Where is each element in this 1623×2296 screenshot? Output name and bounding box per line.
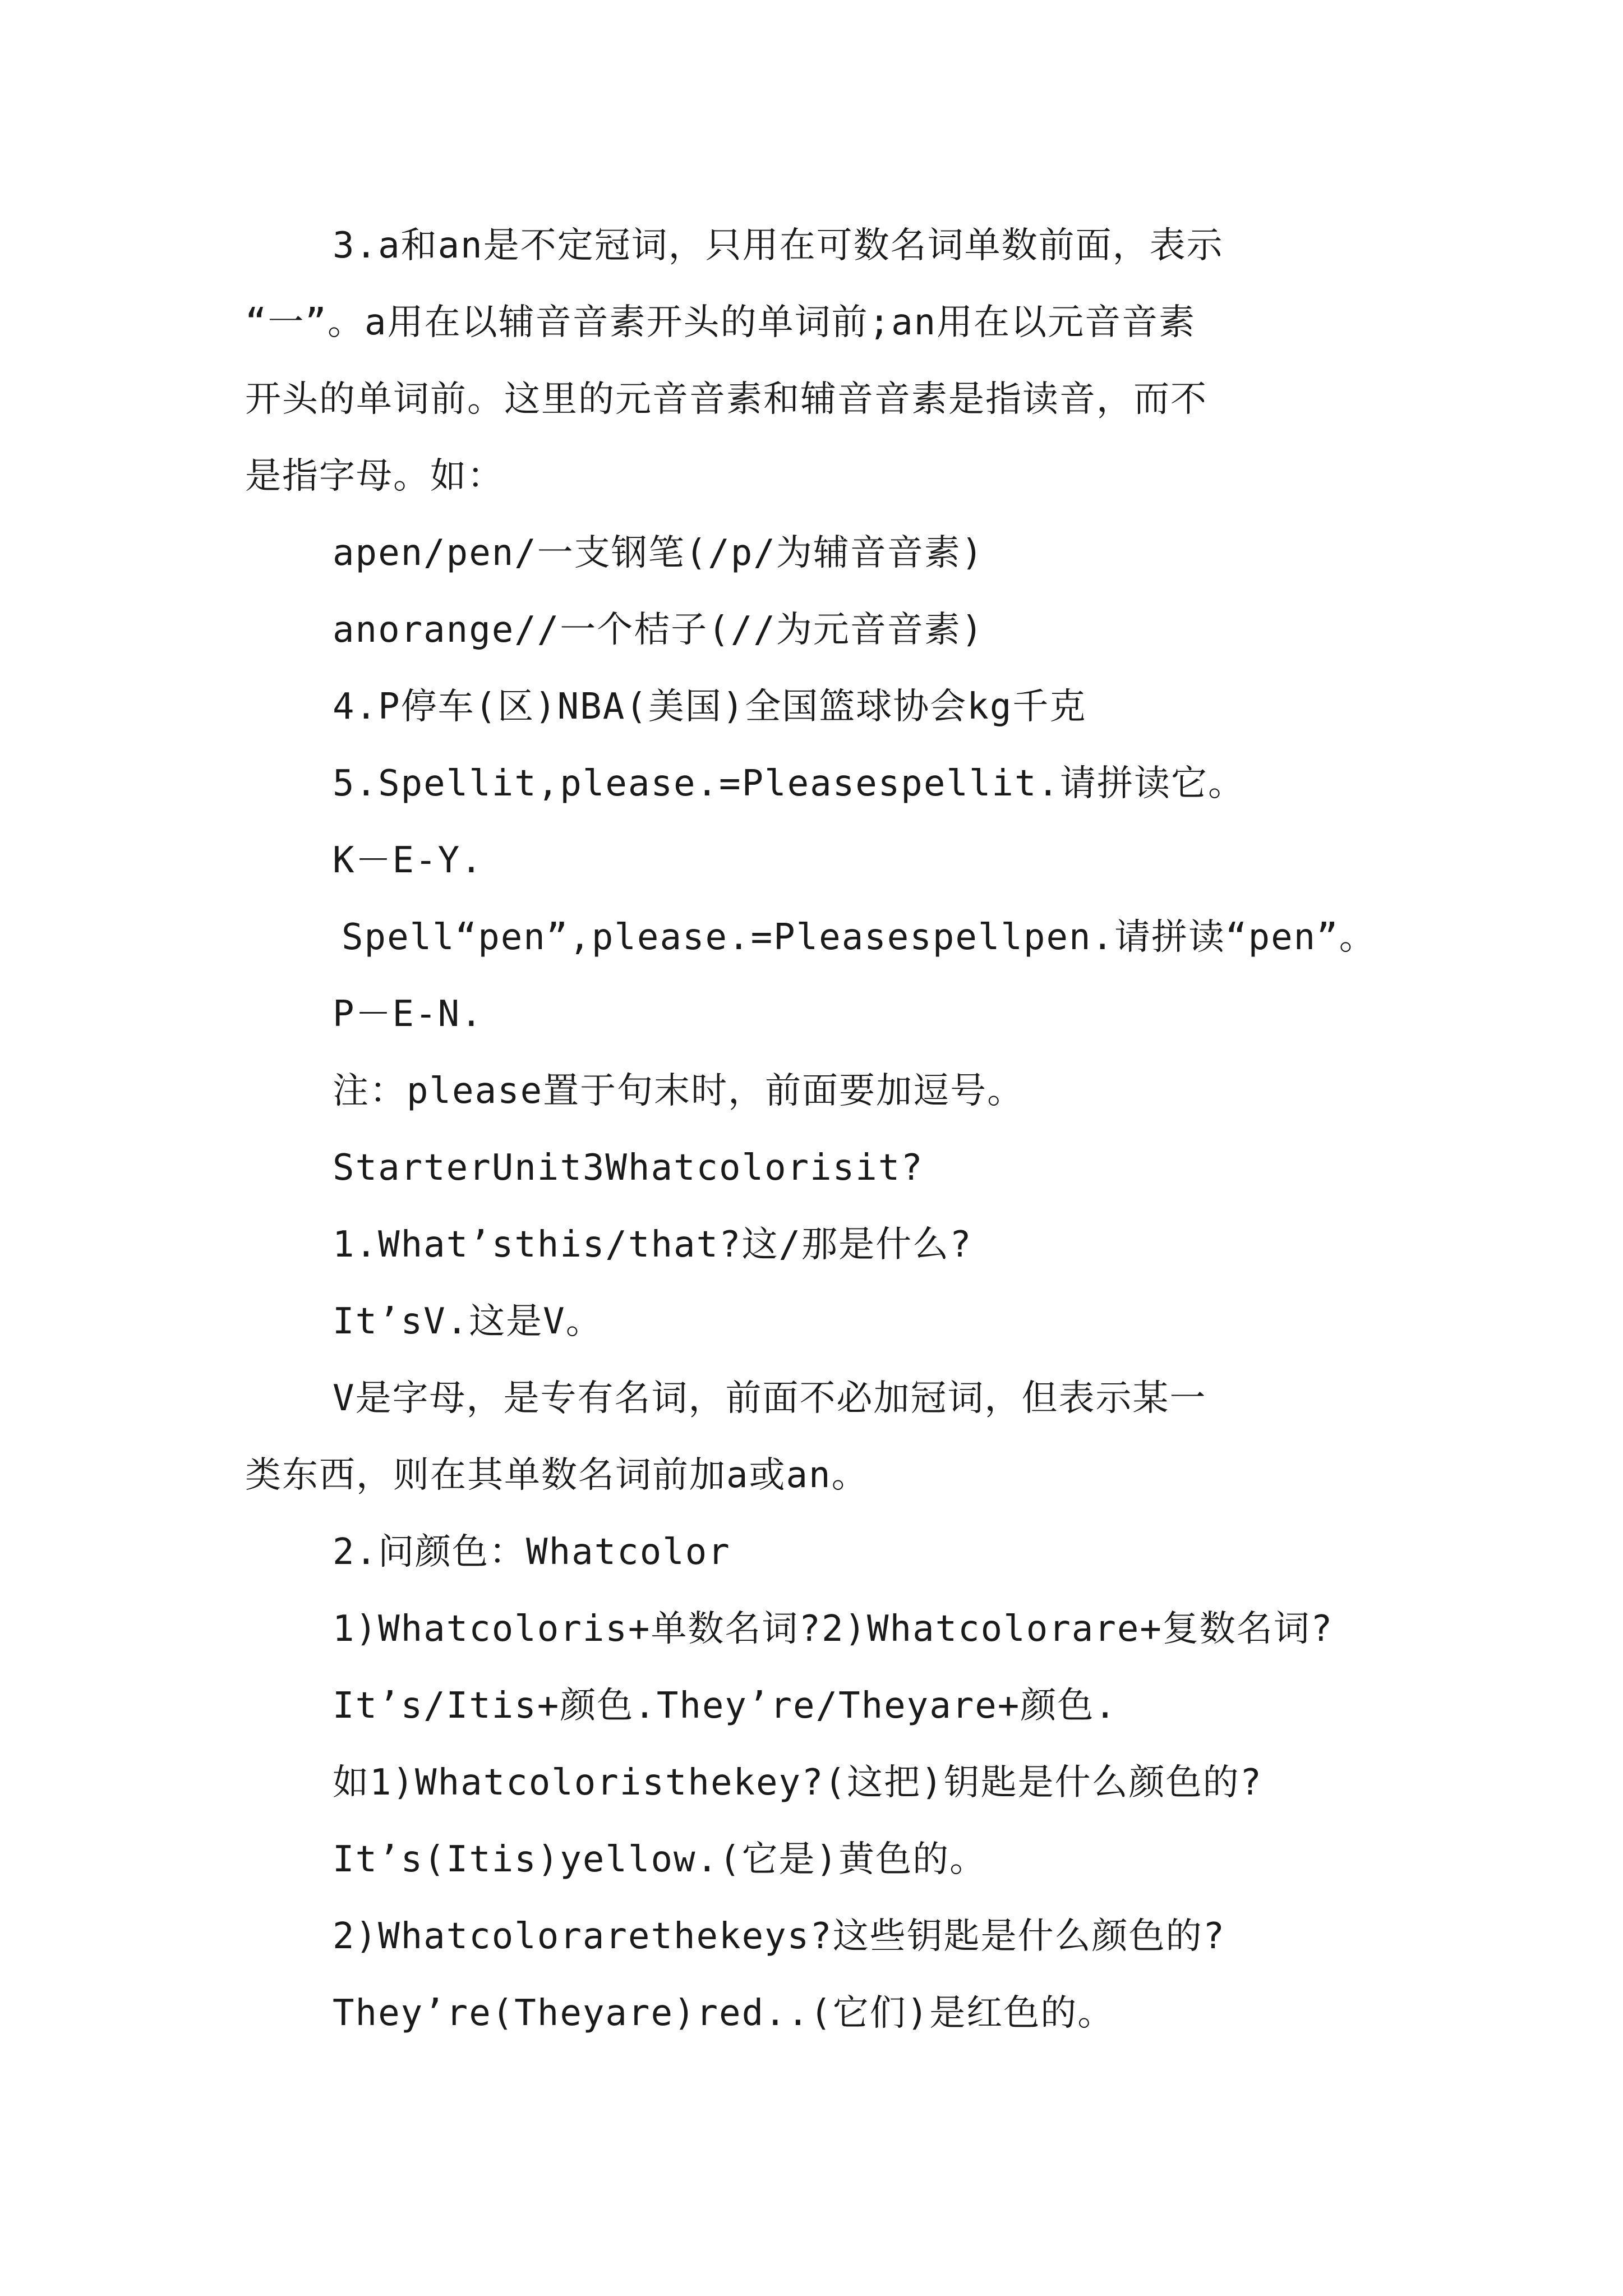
paragraph-line: 是指字母。如： bbox=[245, 455, 504, 497]
paragraph-line: 1.What’sthis/that?这/那是什么? bbox=[333, 1224, 972, 1266]
paragraph-line: “一”。a用在以辅音音素开头的单词前;an用在以元音音素 bbox=[245, 302, 1196, 343]
example-line: P－E-N. bbox=[333, 993, 483, 1035]
paragraph-line: 开头的单词前。这里的元音音素和辅音音素是指读音，而不 bbox=[245, 379, 1207, 420]
paragraph-line: 5.Spellit,please.=Pleasespellit.请拼读它。 bbox=[333, 763, 1245, 804]
paragraph-line: 4.P停车(区)NBA(美国)全国篮球协会kg千克 bbox=[333, 686, 1087, 728]
example-line: 2)Whatcolorarethekeys?这些钥匙是什么颜色的? bbox=[333, 1916, 1226, 1957]
example-line: They’re(Theyare)red..(它们)是红色的。 bbox=[333, 1993, 1115, 2034]
example-line: It’s/Itis+颜色.They’re/Theyare+颜色. bbox=[333, 1685, 1117, 1727]
document-body bbox=[245, 208, 1384, 2052]
example-line: apen/pen/一支钢笔(/p/为辅音音素) bbox=[333, 532, 984, 574]
unit-heading: StarterUnit3Whatcolorisit? bbox=[333, 1147, 924, 1189]
paragraph-line: V是字母，是专有名词，前面不必加冠词，但表示某一 bbox=[333, 1378, 1207, 1419]
example-line: K－E-Y. bbox=[333, 840, 483, 881]
example-line: Spell“pen”,please.=Pleasespellpen.请拼读“pen”。 bbox=[342, 917, 1376, 958]
note-line: 注：please置于句末时，前面要加逗号。 bbox=[333, 1070, 1025, 1112]
paragraph-line: 类东西，则在其单数名词前加a或an。 bbox=[245, 1455, 869, 1496]
example-line: It’s(Itis)yellow.(它是)黄色的。 bbox=[333, 1839, 987, 1880]
paragraph-line: 2.问颜色：Whatcolor bbox=[333, 1531, 731, 1573]
example-line: 1)Whatcoloris+单数名词?2)Whatcolorare+复数名词? bbox=[333, 1608, 1334, 1650]
example-line: 如1)Whatcoloristhekey?(这把)钥匙是什么颜色的? bbox=[333, 1762, 1263, 1803]
paragraph-line: 3.a和an是不定冠词，只用在可数名词单数前面，表示 bbox=[333, 225, 1224, 266]
example-line: anorange//一个桔子(//为元音音素) bbox=[333, 609, 984, 651]
example-line: It’sV.这是V。 bbox=[333, 1301, 603, 1342]
